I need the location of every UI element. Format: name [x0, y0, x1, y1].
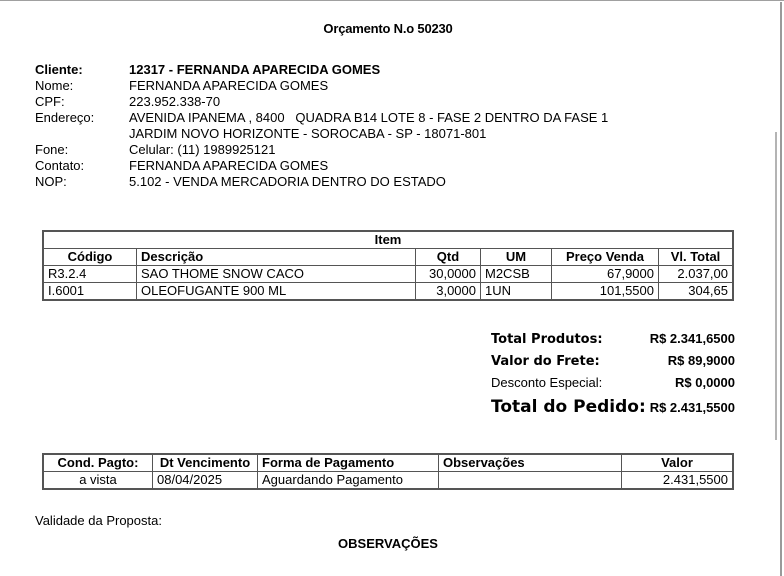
nop-label: NOP:	[35, 174, 67, 189]
nop-value: 5.102 - VENDA MERCADORIA DENTRO DO ESTADO	[129, 174, 446, 189]
scrollbar-thumb[interactable]	[775, 132, 777, 440]
items-caption-row	[43, 231, 733, 249]
top-border	[0, 0, 784, 1]
items-header-row	[43, 249, 733, 266]
cpf-row	[35, 94, 608, 110]
valor-frete-row	[491, 353, 735, 375]
cell-descricao: OLEOFUGANTE 900 ML	[137, 283, 416, 301]
total-pedido-label: Total do Pedido:	[491, 397, 646, 417]
name-label: Nome:	[35, 78, 74, 93]
items-table	[42, 230, 734, 301]
client-row	[35, 62, 608, 78]
col-vl-total: Vl. Total	[659, 249, 734, 266]
address-line2: JARDIM NOVO HORIZONTE - SOROCABA - SP - 18071-801	[129, 126, 487, 141]
total-produtos-label: Total Produtos:	[491, 332, 603, 347]
cell-dt-vencimento: 08/04/2025	[153, 472, 258, 490]
cell-observacoes	[439, 472, 622, 490]
client-value: 12317 - FERNANDA APARECIDA GOMES	[129, 62, 381, 77]
col-qtd: Qtd	[416, 249, 481, 266]
total-pedido-value: R$ 2.431,5500	[649, 400, 735, 415]
window-right-border	[780, 2, 782, 576]
phone-value: Celular: (11) 1989925121	[129, 142, 276, 157]
cell-total: 304,65	[659, 283, 734, 301]
cpf-label: CPF:	[35, 94, 65, 109]
cell-um: 1UN	[481, 283, 552, 301]
phone-label: Fone:	[35, 142, 69, 157]
total-produtos-row	[491, 331, 735, 353]
name-value: FERNANDA APARECIDA GOMES	[129, 78, 329, 93]
cell-cond-pagto: a vista	[43, 472, 153, 490]
cell-codigo: I.6001	[43, 283, 137, 301]
document-title: Orçamento N.o 50230	[323, 21, 453, 36]
table-row	[43, 266, 733, 283]
validade-label: Validade da Proposta:	[35, 513, 162, 528]
cell-preco: 67,9000	[552, 266, 659, 283]
desconto-row	[491, 375, 735, 397]
items-caption: Item	[43, 231, 733, 249]
client-label: Cliente:	[35, 62, 83, 77]
cell-um: M2CSB	[481, 266, 552, 283]
desconto-label: Desconto Especial:	[491, 375, 603, 390]
contact-label: Contato:	[35, 158, 85, 173]
client-info	[35, 62, 608, 190]
cpf-value: 223.952.338-70	[129, 94, 221, 109]
valor-frete-value: R$ 89,9000	[667, 353, 735, 368]
table-row	[43, 472, 733, 490]
payment-table	[42, 453, 734, 490]
cell-total: 2.037,00	[659, 266, 734, 283]
cell-qtd: 30,0000	[416, 266, 481, 283]
total-pedido-row	[491, 397, 735, 421]
col-forma-pagamento: Forma de Pagamento	[258, 454, 439, 472]
contact-row	[35, 158, 608, 174]
col-descricao: Descrição	[137, 249, 416, 266]
col-um: UM	[481, 249, 552, 266]
cell-preco: 101,5500	[552, 283, 659, 301]
desconto-value: R$ 0,0000	[675, 375, 735, 390]
valor-frete-label: Valor do Frete:	[491, 354, 600, 369]
address-row-2	[35, 126, 608, 142]
col-dt-vencimento: Dt Vencimento	[153, 454, 258, 472]
nop-row	[35, 174, 608, 190]
col-valor: Valor	[622, 454, 734, 472]
cell-codigo: R3.2.4	[43, 266, 137, 283]
table-row	[43, 283, 733, 301]
col-preco-venda: Preço Venda	[552, 249, 659, 266]
total-produtos-value: R$ 2.341,6500	[649, 331, 735, 346]
cell-forma-pagamento: Aguardando Pagamento	[258, 472, 439, 490]
col-cond-pagto: Cond. Pagto:	[43, 454, 153, 472]
name-row	[35, 78, 608, 94]
address-label: Endereço:	[35, 110, 95, 125]
cell-qtd: 3,0000	[416, 283, 481, 301]
order-totals	[491, 331, 735, 421]
address-row	[35, 110, 608, 126]
col-codigo: Código	[43, 249, 137, 266]
cell-valor: 2.431,5500	[622, 472, 734, 490]
contact-value: FERNANDA APARECIDA GOMES	[129, 158, 329, 173]
payment-header-row	[43, 454, 733, 472]
col-observacoes: Observações	[439, 454, 622, 472]
address-line1: AVENIDA IPANEMA , 8400 QUADRA B14 LOTE 8 - FASE 2 DENTRO DA FASE 1	[129, 110, 609, 125]
observacoes-heading: OBSERVAÇÕES	[338, 536, 438, 551]
phone-row	[35, 142, 608, 158]
cell-descricao: SAO THOME SNOW CACO	[137, 266, 416, 283]
